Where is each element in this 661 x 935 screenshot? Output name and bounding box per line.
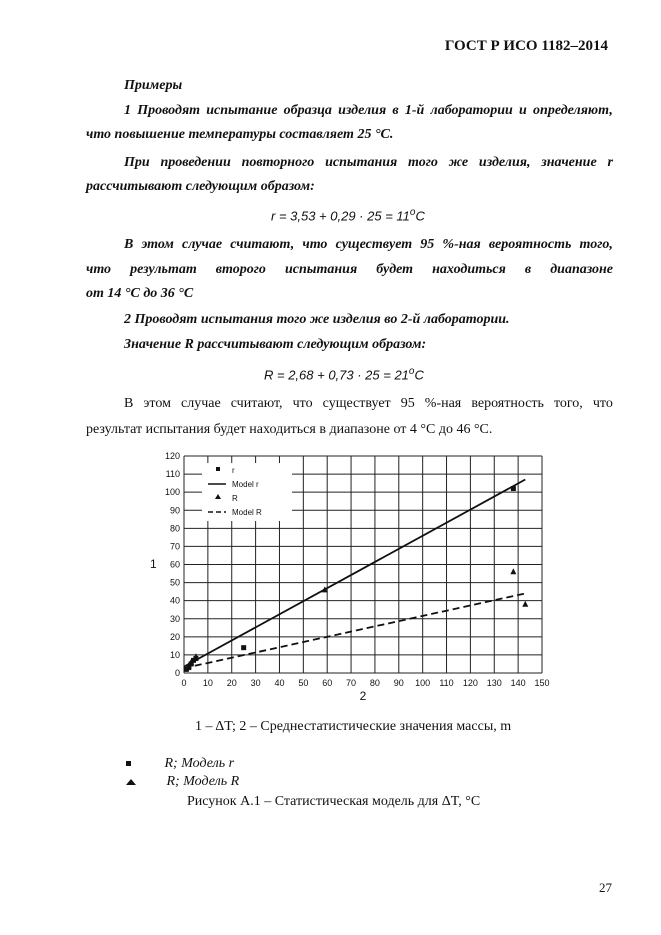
word: и: [519, 103, 527, 118]
legend-model-R-label: R; Модель R: [166, 774, 240, 789]
word: испытания: [285, 262, 358, 277]
legend-entry: Model r: [232, 480, 259, 489]
word: что: [86, 262, 112, 277]
figure-caption: Рисунок А.1 – Статистическая модель для ΔT, °С: [187, 794, 481, 809]
word: проведении: [160, 155, 231, 170]
x-tick-label: 120: [462, 678, 478, 688]
legend-row-model-r: [126, 756, 234, 772]
x-tick-label: 0: [181, 678, 187, 688]
body-text-line2: результат испытания будет находиться в диапазоне от 4 °С до 46 °С.: [86, 422, 493, 437]
body-text-line1: [124, 396, 613, 412]
formula-R-degree: o: [408, 366, 415, 377]
y-tick-label: 10: [169, 649, 180, 660]
y-tick-label: 60: [169, 559, 180, 570]
formula-r-expression: r = 3,53 + 0,29 · 25 = 11: [271, 208, 410, 224]
x-tick-label: 80: [369, 678, 380, 688]
word: изделия: [338, 103, 387, 118]
word: вероятность: [488, 237, 572, 252]
word: в: [392, 103, 399, 118]
word: случае: [182, 237, 223, 252]
y-tick-label: 110: [165, 469, 180, 480]
example3-line1: [124, 237, 613, 253]
y-tick-label: 120: [164, 451, 180, 461]
x-tick-label: 30: [250, 678, 261, 688]
word: существует: [322, 396, 391, 411]
page-number: 27: [599, 880, 612, 895]
data-point-r: [241, 645, 246, 650]
formula-r-unit: C: [415, 208, 425, 224]
square-marker-icon: [126, 761, 131, 766]
word: лаборатории: [430, 103, 513, 118]
word: Проводят: [137, 103, 201, 118]
document-header: ГОСТ Р ИСО 1182–2014: [444, 38, 608, 54]
word: образца: [283, 103, 332, 118]
word: повторного: [241, 155, 315, 170]
x-tick-label: 140: [510, 678, 526, 688]
x-tick-label: 10: [202, 678, 213, 688]
y-tick-label: 70: [169, 541, 180, 552]
statistical-model-chart: [150, 448, 550, 706]
word: результат: [130, 262, 197, 277]
y-axis-label: 1: [150, 557, 157, 571]
word: что: [302, 237, 328, 252]
y-tick-label: 90: [169, 505, 180, 516]
word: будет: [376, 262, 414, 277]
x-tick-label: 110: [439, 678, 454, 688]
word: вероятность: [471, 396, 544, 411]
examples-heading: Примеры: [124, 78, 183, 93]
data-point-r: [511, 486, 516, 491]
word: находиться: [432, 262, 506, 277]
x-tick-label: 60: [322, 678, 333, 688]
word: что: [592, 396, 613, 411]
y-tick-label: 50: [169, 577, 180, 588]
x-tick-label: 20: [226, 678, 237, 688]
word: изделия,: [478, 155, 531, 170]
x-tick-label: 40: [274, 678, 285, 688]
word: 1: [124, 103, 131, 118]
legend-model-r-label: R; Модель r: [164, 756, 235, 771]
example1-line2: что повышение температуры составляет 25 °С.: [86, 127, 394, 142]
word: %-ная: [442, 237, 481, 252]
word: испытания: [325, 155, 398, 170]
model-R-line: [184, 593, 525, 668]
y-tick-label: 80: [169, 523, 180, 534]
word: того,: [553, 396, 583, 411]
data-point-R: [522, 601, 528, 607]
word: считают,: [230, 396, 283, 411]
legend-entry: R: [232, 494, 238, 503]
word: случае: [181, 396, 221, 411]
y-tick-label: 100: [164, 487, 180, 498]
word: значение: [541, 155, 597, 170]
word: испытание: [206, 103, 278, 118]
formula-r: [271, 207, 425, 223]
y-tick-label: 20: [169, 631, 180, 642]
data-point-R: [510, 568, 516, 574]
x-tick-label: 100: [415, 678, 431, 688]
legend-entry: Model R: [232, 508, 262, 517]
word: В: [124, 237, 134, 252]
word: что: [292, 396, 313, 411]
triangle-marker-icon: [126, 779, 136, 785]
word: диапазоне: [550, 262, 613, 277]
word: этом: [143, 396, 171, 411]
word: r: [607, 155, 613, 170]
x-tick-label: 50: [298, 678, 309, 688]
axes-caption: 1 – ΔT; 2 – Среднестатистические значения массы, m: [195, 719, 512, 734]
legend-entry: r: [232, 466, 235, 475]
example1-line1: [124, 103, 613, 119]
word: При: [124, 155, 150, 170]
formula-R-expression: R = 2,68 + 0,73 · 25 = 21: [264, 367, 409, 383]
word: второго: [215, 262, 266, 277]
legend-square-marker: [216, 467, 220, 471]
formula-r-degree: o: [409, 207, 416, 218]
word: же: [448, 155, 469, 170]
x-tick-label: 150: [534, 678, 550, 688]
example2-line1: [124, 155, 613, 171]
word: того: [408, 155, 438, 170]
example2-line2: рассчитывают следующим образом:: [86, 179, 315, 194]
word: 1-й: [404, 103, 425, 118]
word: считают,: [230, 237, 295, 252]
formula-R: [264, 366, 424, 382]
legend-row-model-R: [126, 774, 239, 790]
word: %-ная: [424, 396, 462, 411]
word: в: [524, 262, 532, 277]
formula-R-unit: C: [414, 367, 424, 383]
word: существует: [335, 237, 413, 252]
word: этом: [141, 237, 174, 252]
y-tick-label: 0: [174, 668, 180, 678]
x-tick-label: 70: [346, 678, 357, 688]
x-tick-label: 130: [486, 678, 502, 688]
example3-line2: [86, 262, 613, 278]
word: того,: [579, 237, 613, 252]
example3-line3: от 14 °С до 36 °С: [86, 286, 194, 301]
example5-line: Значение R рассчитывают следующим образом:: [124, 337, 427, 352]
x-tick-label: 90: [393, 678, 404, 688]
x-axis-label: 2: [359, 689, 367, 703]
word: определяют,: [533, 103, 613, 118]
word: 95: [420, 237, 435, 252]
y-tick-label: 40: [169, 595, 180, 606]
word: 95: [400, 396, 415, 411]
example4-line: 2 Проводят испытания того же изделия во 2-й лаборатории.: [124, 312, 510, 327]
word: В: [124, 396, 134, 411]
y-tick-label: 30: [169, 613, 180, 624]
